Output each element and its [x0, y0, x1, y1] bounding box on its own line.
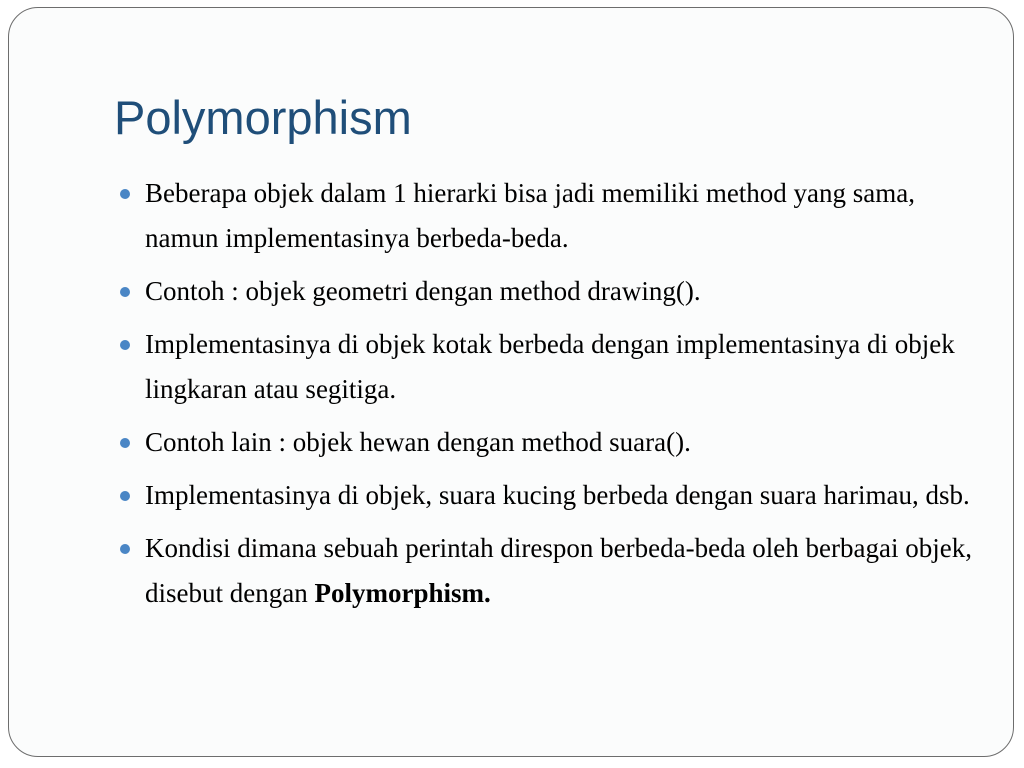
bullet-text: Contoh lain : objek hewan dengan method suara(). — [145, 427, 691, 457]
bullet-icon — [120, 438, 130, 448]
bullet-list — [115, 171, 975, 624]
bullet-icon — [120, 287, 130, 297]
bullet-icon — [120, 544, 130, 554]
bullet-item — [115, 269, 975, 314]
slide — [8, 7, 1014, 757]
bullet-item — [115, 526, 975, 616]
bullet-text: Implementasinya di objek kotak berbeda dengan implementasinya di objek lingkaran atau segitiga. — [145, 329, 955, 404]
bullet-item — [115, 322, 975, 412]
bullet-text: Beberapa objek dalam 1 hierarki bisa jadi memiliki method yang sama, namun implementasinya berbeda-beda. — [145, 178, 916, 253]
bullet-text: Contoh : objek geometri dengan method drawing(). — [145, 276, 701, 306]
bullet-item — [115, 420, 975, 465]
bullet-icon — [120, 491, 130, 501]
bullet-icon — [120, 189, 130, 199]
bullet-text: Kondisi dimana sebuah perintah direspon berbeda-beda oleh berbagai objek, disebut dengan — [145, 533, 972, 608]
bullet-item — [115, 171, 975, 261]
bullet-text: Implementasinya di objek, suara kucing berbeda dengan suara harimau, dsb. — [145, 480, 970, 510]
slide-title: Polymorphism — [114, 91, 412, 144]
bullet-icon — [120, 340, 130, 350]
bold-term: Polymorphism. — [314, 578, 491, 608]
bullet-item — [115, 473, 975, 518]
